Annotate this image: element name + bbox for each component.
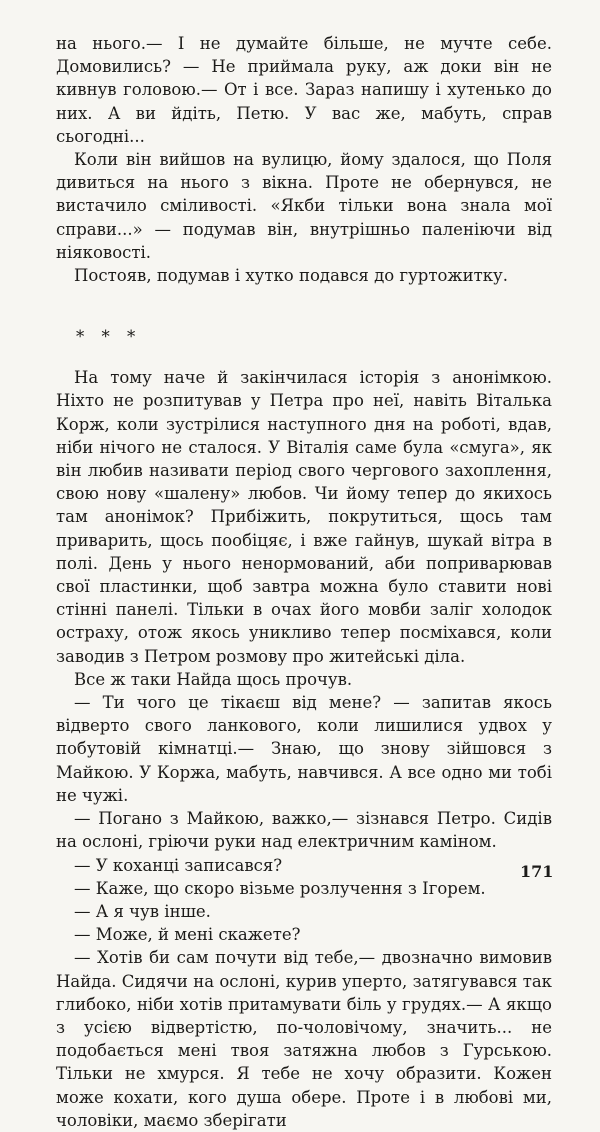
dialogue-line: — Ти чого це тікаєш від мене? — запитав якось відверто свого ланкового, коли лишилися удвох у побутовій кімнатці.— Знаю, що знову зійшовся з Майкою. У Коржа, мабуть, навчився. А все одно ми тобі не чужі. (56, 693, 552, 805)
dialogue-line: — Хотів би сам почути від тебе,— двозначно вимовив Найда. Сидячи на ослоні, курив уперто, затягувався так глибоко, ніби хотів притамувати біль у грудях.— А якщо з усією відвертістю, по-чоловічому, значить... не подобається мені твоя затяжна любов з Гурською. Тільки не хмурся. Я тебе не хочу образити. Кожен може кохати, кого душа обере. Проте і в любові ми, чоловіки, маємо зберігати (56, 948, 552, 1130)
paragraph: на нього.— І не думайте більше, не мучте себе. Домовились? — Не приймала руку, аж доки він не кивнув головою.— От і все. Зараз напишу і хутенько до них. А ви йдіть, Петю. У вас же, мабуть, справ сьогодні... (56, 34, 552, 146)
book-page (56, 32, 552, 1132)
dialogue-line: — Каже, що скоро візьме розлучення з Ігорем. (74, 878, 486, 898)
paragraph: На тому наче й закінчилася історія з анонімкою. Ніхто не розпитував у Петра про неї, навіть Віталька Корж, коли зустрілися наступного дня на роботі, вдав, ніби нічого не сталося. У Віталія саме була «смуга», як він любив називати період свого чергового захоплення, свою нову «шалену» любов. Чи йому тепер до якихось там анонімок? Прибіжить, покрутиться, щось там приварить, щось пообіцяє, і вже гайнув, шукай вітра в полі. День у нього ненормований, аби поприварював свої пластинки, щоб завтра можна було ставити нові стінні панелі. Тільки в очах його мовби заліг холодок остраху, отож якось уникливо тепер посміхався, коли заводив з Петром розмову про житейські діла. (56, 368, 552, 666)
paragraph: Коли він вийшов на вулицю, йому здалося, що Поля дивиться на нього з вікна. Проте не обернувся, не вистачило сміливості. «Якби тільки вона знала мої справи...» — подумав він, внутрішньо паленіючи від ніяковості. (56, 150, 552, 262)
dialogue-line: — Може, й мені скажете? (74, 925, 301, 945)
paragraph: Все ж таки Найда щось прочув. (74, 669, 353, 689)
page-number: 171 (520, 862, 554, 881)
dialogue-line: — Погано з Майкою, важко,— зізнався Петро. Сидів на ослоні, гріючи руки над електричним каміном. (56, 809, 552, 852)
section-separator: * * * (76, 327, 142, 347)
paragraph: Постояв, подумав і хутко подався до гуртожитку. (74, 266, 508, 286)
dialogue-line: — А я чув інше. (74, 901, 211, 921)
dialogue-line: — У коханці записався? (74, 855, 283, 875)
